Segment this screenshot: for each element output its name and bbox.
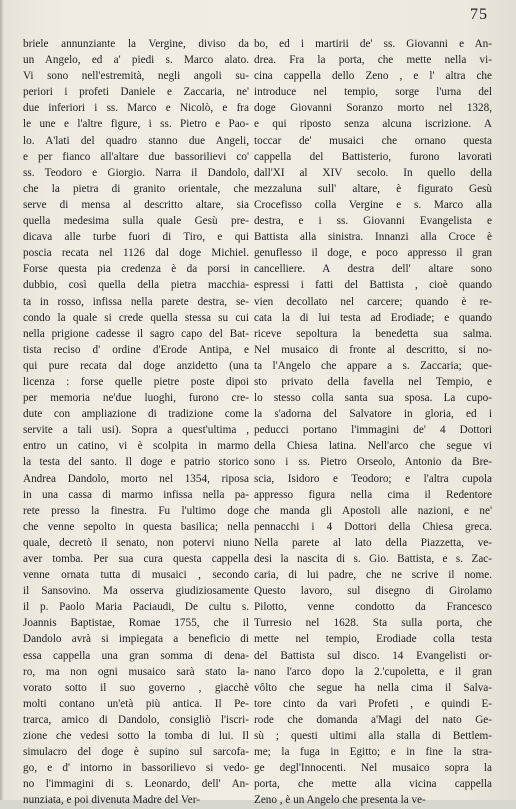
text-line: in una cassa di marmo infissa nella pa- — [23, 488, 249, 501]
text-line: nella prigione cadesse il sagro capo del Bat- — [23, 327, 249, 340]
text-line: appresso figura nella cima il Redentore — [254, 488, 492, 501]
text-line: Questo lavoro, sul disegno di Girolamo — [254, 585, 492, 598]
text-line: le une e l'altre figure, i ss. Pietro e Pao- — [23, 118, 249, 131]
text-line: serve di mensa al descritto altare, sia — [23, 198, 249, 211]
text-line: Andrea Dandolo, morto nel 1354, riposa — [23, 472, 249, 485]
text-line: servite a tali usi). Sopra a quest'ultima , — [23, 424, 249, 437]
text-line: Pilotto, venne condotto da Francesco — [254, 601, 492, 614]
text-line: tista reciso d' ordine d'Erode Antipa, e — [23, 343, 249, 356]
text-line: Joannis Baptistae, Romae 1755, che il — [23, 617, 249, 630]
text-line: periori i profeti Daniele e Zaccaria, ne' — [23, 86, 249, 99]
text-line: del Battista sul disco. 14 Evangelisti or- — [254, 649, 492, 662]
text-line: dicava alle turbe fuori di Tiro, e qui — [23, 231, 249, 244]
text-line: dute con ampliazione di tradizione come — [23, 408, 249, 421]
text-line: introduce nel tempio, sorge l'urna del — [254, 86, 492, 99]
text-line: me; la fuga in Egitto; e in fine la stra- — [254, 746, 492, 759]
text-line: due inferiori i ss. Marco e Nicolò, e fra — [23, 102, 249, 115]
text-line: genuflesso il doge, e poco appresso il gran — [254, 247, 492, 260]
text-line: la testa del santo. Il doge e patrio storico — [23, 456, 249, 469]
text-line: destra, e i ss. Giovanni Evangelista e — [254, 215, 492, 228]
right-text-column — [254, 36, 492, 809]
text-line: vien decollato nel carcere; quando è re- — [254, 295, 492, 308]
text-line: ro, ma non ogni musaico sarà stato la- — [23, 665, 249, 678]
text-line: Zeno , è un Angelo che presenta la ve- — [254, 794, 426, 807]
text-line: no l'immagini di s. Leonardo, dell' An- — [23, 778, 249, 791]
text-line: Dandolo avrà si impiegata a beneficio di — [23, 633, 249, 646]
text-line: condo la quale si crede quella stessa su cui — [23, 311, 249, 324]
text-line: cancelliere. A destra dell' altare sono — [254, 263, 492, 276]
text-line: bo, ed i martirii de' ss. Giovanni e An- — [254, 38, 492, 50]
text-line: la s'adorna del Salvatore in gloria, ed i — [254, 408, 492, 421]
text-line: briele annunziante la Vergine, diviso da — [23, 38, 249, 50]
text-line: rode che domanda a'Magi del nato Ge- — [254, 713, 492, 726]
text-line: sù ; questi ultimi alla stalla di Bettlem- — [254, 730, 492, 743]
page-gutter-shadow — [0, 0, 4, 800]
left-text-column — [23, 36, 249, 809]
text-line: zione che vedesi sotto la tomba di lui. Il — [23, 730, 249, 743]
text-line: riceve sepoltura la benedetta sua salma. — [254, 327, 492, 340]
text-line: il Sansovino. Ma osserva giudiziosamente — [23, 585, 249, 598]
text-line: licenza : forse quelle pietre poste dipoi — [23, 375, 249, 388]
text-line: un Angelo, ed a' piedi s. Marco alato. — [23, 54, 249, 67]
text-line: mette nel tempio, Erodiade colla testa — [254, 633, 492, 646]
text-line: aver tomba. Per sua cura questa cappella — [23, 553, 249, 565]
text-line: desi la nascita di s. Gio. Battista, e s. Zac- — [254, 553, 492, 565]
text-line: doge Giovanni Soranzo morto nel 1328, — [254, 102, 492, 115]
text-line: dall'XI al XIV secolo. In quello della — [254, 166, 492, 179]
text-line: essa cappella una gran somma di dena- — [23, 649, 249, 662]
text-line: toccar de' musaici che ornano questa — [254, 134, 492, 147]
text-line: ta in rosso, infissa nella parete destra, se- — [23, 295, 249, 308]
text-line: mezzaluna sull' altare, è figurato Gesù — [254, 182, 492, 195]
text-line: cina cappella dello Zeno , e l' altra che — [254, 70, 492, 83]
text-line: Nella parete al lato della Piazzetta, ve- — [254, 536, 492, 549]
text-line: sono i ss. Pietro Orseolo, Antonio da Bre- — [254, 456, 492, 469]
text-line: simulacro del doge è supino sul sarcofa- — [23, 746, 249, 759]
text-line: Vi sono nell'estremità, negli angoli su- — [23, 70, 249, 83]
text-line: e qui riposto senza alcuna iscrizione. A — [254, 118, 492, 131]
text-line: il p. Paolo Maria Paciaudi, De cultu s. — [23, 601, 249, 614]
text-line: nunziata, e poi divenuta Madre del Ver- — [23, 794, 200, 807]
text-line: sto privato della favella nel Tempio, e — [254, 375, 492, 388]
text-line: lo. A'lati del quadro stanno due Angeli, — [23, 134, 249, 147]
text-line: cappella del Battisterio, furono lavorati — [254, 150, 492, 163]
text-line: che venne sepolto in questa basilica; nella — [23, 520, 249, 533]
text-line: nano l'arco dopo la 2.'cupoletta, e il gran — [254, 665, 492, 678]
text-line: ta l'Angelo che appare a s. Zaccaria; que- — [254, 359, 492, 372]
text-line: che la pietra di granito orientale, che — [23, 182, 249, 195]
text-line: porta, che mette alla vicina cappella — [254, 778, 492, 791]
text-line: molti contano un'età più antica. Il Pe- — [23, 697, 249, 710]
text-line: lo stesso colla santa sua sposa. La cupo- — [254, 392, 492, 405]
text-line: drea. Fra la porta, che mette nella vi- — [254, 54, 492, 67]
text-line: e per fianco all'altare due bassorilievi co' — [23, 150, 249, 163]
text-line: ge degl'Innocenti. Nel musaico sopra la — [254, 762, 492, 775]
text-line: entro un catino, vi è scolpita in marmo — [23, 440, 249, 453]
text-line: venne ornata tutta di musaici , secondo — [23, 569, 249, 582]
text-line: peducci portano l'immagini de' 4 Dottori — [254, 424, 492, 437]
text-line: vôlto che segue ha nella cima il Salva- — [254, 681, 492, 694]
text-line: quella medesima sulla quale Gesù pre- — [23, 215, 249, 228]
text-line: qui pure recata dal doge anzidetto (una — [23, 359, 249, 372]
page-number: 75 — [470, 6, 488, 23]
text-line: pennacchi i 4 Dottori della Chiesa greca. — [254, 520, 492, 533]
text-line: caria, di lui padre, che ne scrive il nome. — [254, 569, 492, 582]
text-line: poscia recata nel 1126 dal doge Michiel. — [23, 247, 249, 260]
text-line: vorato sotto il suo governo , giacchè — [23, 681, 249, 694]
text-line: per memoria ne'due luoghi, furono cre- — [23, 392, 249, 405]
text-line: rete presso la finestra. Fu l'ultimo doge — [23, 504, 249, 517]
text-line: tore cinto da vari Profeti , e quindi E- — [254, 697, 492, 710]
text-line: Forse questa pia credenza è da porsi in — [23, 263, 249, 276]
text-line: Battista alla sinistra. Innanzi alla Croce è — [254, 231, 492, 244]
text-line: go, e d' intorno in bassorilievo si vedo- — [23, 762, 249, 775]
text-line: scia, Isidoro e Teodoro; e l'altra cupola — [254, 472, 492, 485]
text-line: Turresio nel 1628. Sta sulla porta, che — [254, 617, 492, 630]
text-line: Nel musaico di fronte al descritto, si no- — [254, 343, 492, 356]
text-line: trarca, amico di Dandolo, consigliò l'iscri- — [23, 713, 249, 726]
text-line: quale, decretò il senato, non potervi niuno — [23, 536, 249, 549]
text-line: che manda gli Apostoli alle nazioni, e ne' — [254, 504, 492, 517]
text-line: dubbio, così quella della pietra macchia- — [23, 279, 249, 292]
text-line: Crocefisso colla Vergine e s. Marco alla — [254, 198, 492, 211]
text-line: della Chiesa latina. Nell'arco che segue vi — [254, 440, 492, 453]
text-line: ss. Teodoro e Giorgio. Narra il Dandolo, — [23, 166, 249, 179]
text-line: espressi i fatti del Battista , cioè quando — [254, 279, 492, 292]
text-line: cata la di lui testa ad Erodiade; e quando — [254, 311, 492, 324]
